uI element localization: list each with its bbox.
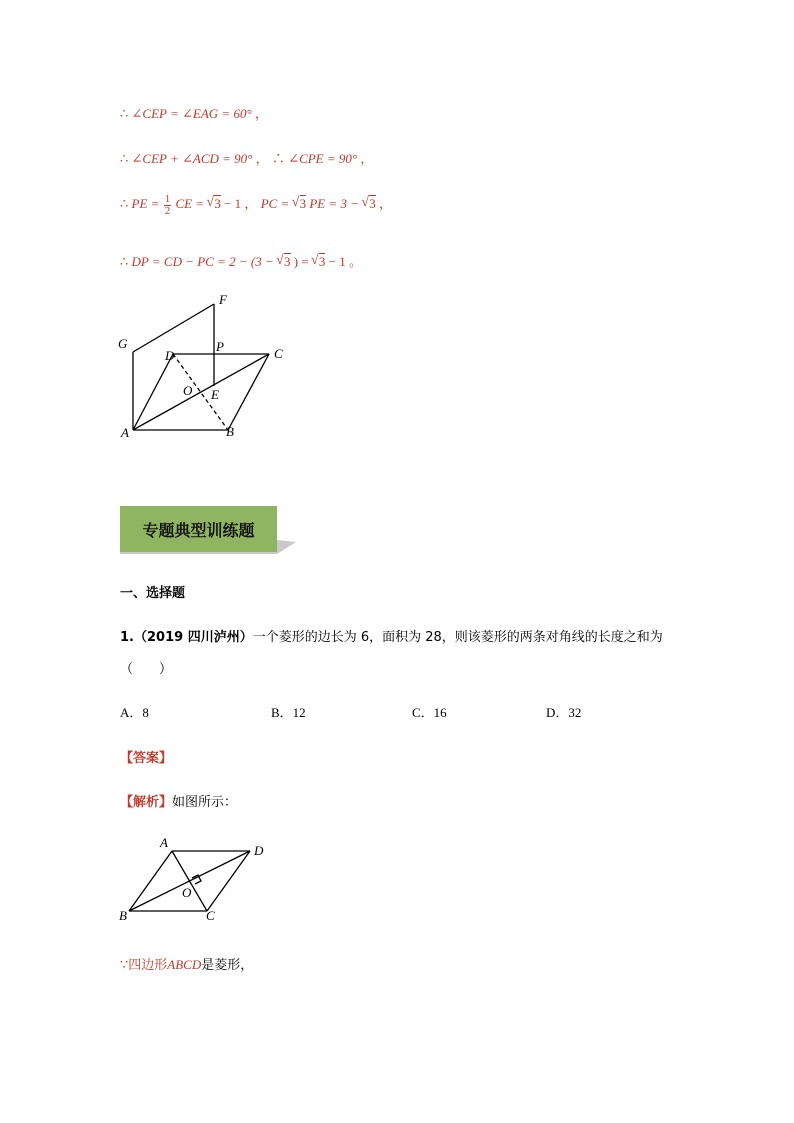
fraction-one-half: $\frac{1}{2}$ (164, 192, 171, 217)
solution-line-4 (120, 251, 362, 270)
sqrt-three: √ 3 (293, 196, 307, 212)
punctuation: 。 (349, 254, 363, 269)
sqrt-three: √ 3 (362, 196, 376, 212)
option-a: A．8 (120, 705, 149, 720)
punctuation: ， (254, 106, 268, 121)
option-d: D．32 (546, 705, 582, 720)
therefore-symbol: ∴ (120, 254, 129, 269)
geometry-figure-parallelogram (112, 290, 302, 445)
label-b: B (119, 908, 127, 923)
therefore-symbol: ∴ (120, 196, 129, 211)
dp-middle: ) = (293, 254, 309, 269)
conclusion-line (120, 954, 253, 973)
sqrt-three: √ 3 (277, 254, 291, 270)
banner-title: 专题典型训练题 (120, 506, 277, 552)
label-b: B (226, 424, 234, 439)
label-d: D (254, 843, 264, 858)
pc-lhs: PC = (260, 196, 290, 211)
conclusion-text-end: 是菱形， (201, 958, 254, 973)
label-o: O (182, 885, 192, 900)
option-b: B．12 (271, 705, 306, 720)
analysis-tag: 【解析】 (120, 795, 173, 810)
geometry-figure-rhombus (112, 834, 272, 926)
minus-one: − 1 (224, 196, 242, 211)
analysis-text: 如图所示： (172, 795, 238, 810)
because-symbol: ∵ (120, 957, 129, 972)
segment-gf (133, 304, 214, 352)
solution-line-3 (120, 193, 392, 217)
question-number: 1. (120, 630, 134, 645)
segment-dc (207, 851, 250, 911)
label-g: G (118, 336, 128, 351)
segment-bd (129, 851, 250, 911)
solution-line-1 (120, 103, 268, 122)
minus-one: − 1 (328, 254, 346, 269)
label-o: O (183, 383, 193, 398)
label-f: F (219, 292, 227, 307)
punctuation: ， (379, 196, 393, 211)
answer-blank: （ ） (120, 662, 173, 677)
label-p: P (216, 339, 224, 354)
angle-sum-equation: ∠CEP + ∠ACD = 90° (131, 151, 253, 166)
punctuation: ， (255, 151, 269, 166)
conclusion-text: 四边形 (128, 958, 168, 973)
pe-lhs: PE = (131, 196, 160, 211)
label-d: D (165, 348, 175, 363)
label-a: A (121, 425, 129, 440)
pc-middle: PE = 3 − (309, 196, 360, 211)
therefore-symbol: ∴ (271, 151, 285, 166)
segment-ab (129, 851, 172, 911)
section-banner (120, 506, 296, 554)
shape-name: ABCD (167, 957, 202, 972)
ce-term: CE = (175, 196, 205, 211)
therefore-symbol: ∴ (120, 106, 129, 121)
question-text: 一个菱形的边长为 6，面积为 28，则该菱形的两条对角线的长度之和为 (252, 630, 663, 645)
label-e: E (211, 387, 219, 402)
section-title: 一、选择题 (120, 586, 186, 601)
label-a: A (160, 835, 168, 850)
dp-equation: DP = CD − PC = 2 − (3 − (131, 254, 274, 269)
question-source: （2019 四川泸州） (133, 630, 253, 645)
answer-tag: 【答案】 (120, 751, 173, 766)
punctuation: ， (244, 196, 258, 211)
therefore-symbol: ∴ (120, 151, 129, 166)
question-stem (120, 626, 663, 645)
analysis-line (120, 791, 237, 811)
solution-line-2 (120, 148, 373, 167)
angle-equation: ∠CEP = ∠EAG = 60° (131, 106, 252, 121)
sqrt-three: √ 3 (207, 196, 221, 212)
option-c: C．16 (412, 705, 447, 720)
label-c: C (274, 346, 283, 361)
right-angle-equation: ∠CPE = 90° (288, 151, 358, 166)
sqrt-three: √ 3 (312, 254, 326, 270)
label-c: C (206, 908, 215, 923)
punctuation: ， (360, 151, 374, 166)
